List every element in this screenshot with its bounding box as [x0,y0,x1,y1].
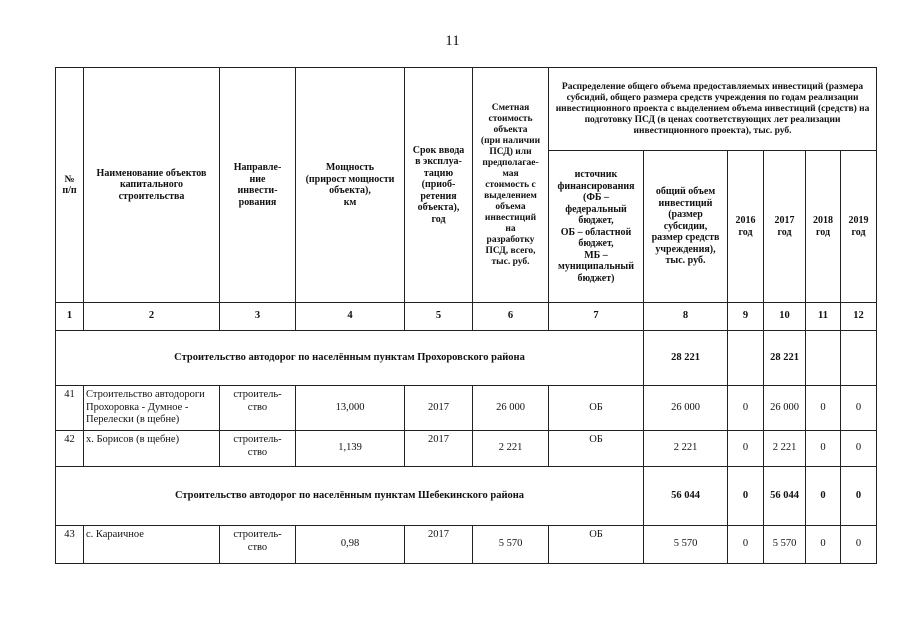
row-total: 26 000 [644,386,728,431]
section-total: 28 221 [644,331,728,386]
header-name: Наименование объектов капитального строительства [84,68,220,303]
row-estimate: 2 221 [473,431,549,467]
header-2018: 2018 год [806,151,841,303]
col-number: 5 [405,303,473,331]
row-2017: 26 000 [764,386,806,431]
column-number-row [56,303,877,331]
investment-table [55,67,877,564]
col-number: 2 [84,303,220,331]
header-total: общий объем инвестиций (размер субсидии, размер средств учреждения), тыс. руб. [644,151,728,303]
section-2017: 56 044 [764,467,806,526]
section-row-shebekino [56,467,877,526]
section-2018 [806,331,841,386]
col-number: 8 [644,303,728,331]
section-2019: 0 [841,467,877,526]
section-2017: 28 221 [764,331,806,386]
row-2018: 0 [806,526,841,564]
section-title: Строительство автодорог по населённым пунктам Шебекинского района [56,467,644,526]
header-num: № п/п [56,68,84,303]
row-num: 42 [56,431,84,467]
row-name: с. Караичное [84,526,220,564]
section-total: 56 044 [644,467,728,526]
row-term: 2017 [405,526,473,564]
table-row [56,526,877,564]
row-total: 5 570 [644,526,728,564]
row-term: 2017 [405,431,473,467]
col-number: 6 [473,303,549,331]
row-capacity: 0,98 [296,526,405,564]
header-estimate: Сметная стоимость объекта (при наличии ПСД) или предполагае- мая стоимость с выделением объема инвестиций на разработку ПСД, всего, тыс. руб. [473,68,549,303]
col-number: 1 [56,303,84,331]
header-row-1 [56,68,877,151]
col-number: 7 [549,303,644,331]
col-number: 3 [220,303,296,331]
row-2019: 0 [841,431,877,467]
col-number: 9 [728,303,764,331]
section-row-prokhorovka [56,331,877,386]
row-2018: 0 [806,431,841,467]
table-row [56,431,877,467]
section-title: Строительство автодорог по населённым пунктам Прохоровского района [56,331,644,386]
row-source: ОБ [549,386,644,431]
section-2016 [728,331,764,386]
table-row [56,386,877,431]
header-2019: 2019 год [841,151,877,303]
row-2016: 0 [728,386,764,431]
row-term: 2017 [405,386,473,431]
section-2019 [841,331,877,386]
row-name: Строительство автодороги Прохоровка - Думное - Перелески (в щебне) [84,386,220,431]
header-distribution: Распределение общего объема предоставляемых инвестиций (размера субсидий, общего размера средств учреждения по годам реализации инвестиционного проекта с выделением объема инвестиций (средств) на подготовку ПСД (в ценах соответствующих лет реализации инвестиционного проекта), тыс. руб. [549,68,877,151]
header-direction: Направле- ние инвести- рования [220,68,296,303]
col-number: 10 [764,303,806,331]
row-estimate: 26 000 [473,386,549,431]
row-direction: строитель- ство [220,431,296,467]
col-number: 12 [841,303,877,331]
section-2018: 0 [806,467,841,526]
row-2016: 0 [728,431,764,467]
row-direction: строитель- ство [220,526,296,564]
row-2019: 0 [841,526,877,564]
page-number: 11 [445,33,460,49]
col-number: 11 [806,303,841,331]
section-2016: 0 [728,467,764,526]
row-2018: 0 [806,386,841,431]
row-2016: 0 [728,526,764,564]
header-source: источник финансирования (ФБ – федеральный бюджет, ОБ – областной бюджет, МБ – муниципальный бюджет) [549,151,644,303]
row-2017: 5 570 [764,526,806,564]
row-capacity: 13,000 [296,386,405,431]
row-source: ОБ [549,431,644,467]
row-estimate: 5 570 [473,526,549,564]
header-term: Срок ввода в эксплуа- тацию (приоб- ретения объекта), год [405,68,473,303]
header-capacity: Мощность (прирост мощности объекта), км [296,68,405,303]
row-direction: строитель- ство [220,386,296,431]
row-num: 43 [56,526,84,564]
row-capacity: 1,139 [296,431,405,467]
col-number: 4 [296,303,405,331]
row-2019: 0 [841,386,877,431]
row-2017: 2 221 [764,431,806,467]
row-source: ОБ [549,526,644,564]
header-2016: 2016 год [728,151,764,303]
row-name: х. Борисов (в щебне) [84,431,220,467]
row-num: 41 [56,386,84,431]
row-total: 2 221 [644,431,728,467]
header-2017: 2017 год [764,151,806,303]
